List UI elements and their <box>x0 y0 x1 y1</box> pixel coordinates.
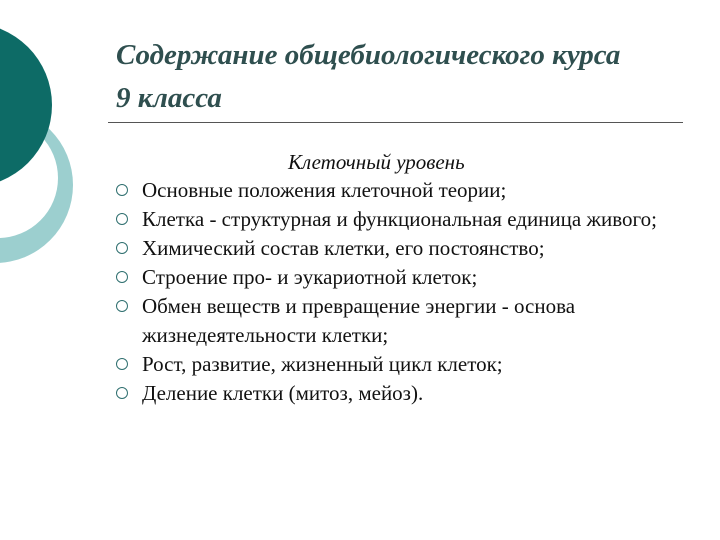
list-item-text: Обмен веществ и превращение энергии - основа жизнедеятельности клетки; <box>142 294 576 347</box>
list-item <box>116 263 696 292</box>
bullet-circle-icon <box>116 242 128 254</box>
content-list <box>116 176 696 408</box>
bullet-circle-icon <box>116 213 128 225</box>
list-item-text: Клетка - структурная и функциональная единица живого; <box>142 207 657 231</box>
title-divider <box>108 122 683 123</box>
page-title <box>116 34 696 120</box>
list-item <box>116 234 696 263</box>
title-line-1: Содержание общебиологического курса <box>116 39 621 71</box>
bullet-circle-icon <box>116 300 128 312</box>
list-item <box>116 176 696 205</box>
list-item-text: Строение про- и эукариотной клеток; <box>142 265 478 289</box>
list-item <box>116 205 696 234</box>
list-item-text: Рост, развитие, жизненный цикл клеток; <box>142 352 503 376</box>
bullet-circle-icon <box>116 271 128 283</box>
section-subtitle: Клеточный уровень <box>288 150 465 174</box>
list-item <box>116 292 696 350</box>
bullet-circle-icon <box>116 358 128 370</box>
title-line-2: 9 класса <box>116 82 222 114</box>
list-item-text: Основные положения клеточной теории; <box>142 178 507 202</box>
list-item-text: Деление клетки (митоз, мейоз). <box>142 381 424 405</box>
list-item-text: Химический состав клетки, его постоянство; <box>142 236 545 260</box>
list-item <box>116 350 696 379</box>
bullet-circle-icon <box>116 184 128 196</box>
list-item <box>116 379 696 408</box>
decorative-circles <box>0 0 120 300</box>
bullet-circle-icon <box>116 387 128 399</box>
